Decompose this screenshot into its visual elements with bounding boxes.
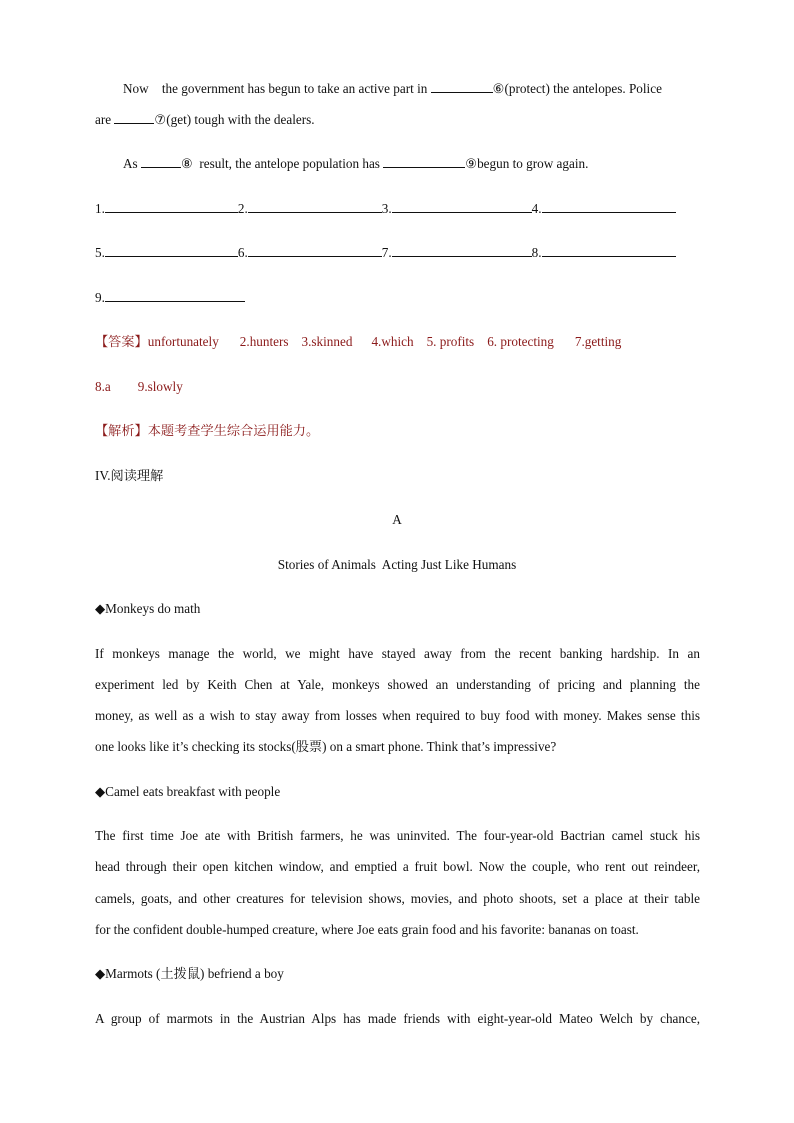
answer-label: 【答案】 (95, 334, 148, 349)
paragraph-line: head through their open kitchen window, and emptied a fruit bowl. Now the couple, who rent out reindeer, (95, 859, 700, 874)
answer-item: 3.skinned (301, 334, 353, 349)
passage-line-1 (123, 80, 662, 98)
paragraph-line: camels, goats, and other creatures for television shows, movies, and photo shoots, set a place at their table (95, 891, 700, 906)
blank-number-7: ⑦ (154, 112, 167, 127)
answer-key-row-1 (95, 333, 621, 351)
answer-lines-row-2 (95, 244, 676, 262)
answer-item: 9.slowly (137, 379, 183, 394)
analysis-text: 本题考查学生综合运用能力。 (147, 423, 320, 438)
answer-number: 1. (95, 201, 105, 216)
answer-number: 7. (381, 245, 392, 260)
answer-blank (542, 200, 676, 213)
blank-9 (383, 155, 465, 168)
paragraph-line: experiment led by Keith Chen at Yale, monkeys showed an understanding of pricing and planning the (95, 677, 700, 692)
answer-blank (392, 200, 532, 213)
answer-number: 5. (95, 245, 105, 260)
paragraph-line: one looks like it’s checking its stocks(股票) on a smart phone. Think that’s impressive? (95, 739, 557, 754)
passage-text: are (95, 112, 112, 127)
answer-blank (248, 244, 382, 257)
section-heading: IV.阅读理解 (95, 468, 164, 483)
analysis-row (95, 422, 319, 440)
passage-text: (protect) the antelopes. Police (504, 81, 662, 96)
passage-line-2 (95, 111, 315, 129)
answer-lines-row-3 (95, 289, 245, 307)
paragraph-line: for the confident double-humped creature, where Joe eats grain food and his favorite: bananas on toast. (95, 922, 639, 937)
paragraph-line: The first time Joe ate with British farmers, he was uninvited. The four-year-old Bactrian camel stuck his (95, 828, 700, 843)
blank-8 (141, 155, 181, 168)
blank-6 (431, 80, 493, 93)
story-heading-camel: ◆Camel eats breakfast with people (95, 784, 281, 799)
passage-text: result, the antelope population has (199, 156, 380, 171)
answer-number: 6. (237, 245, 248, 260)
answer-item: unfortunately (147, 334, 219, 349)
blank-number-6: ⑥ (492, 81, 505, 96)
paragraph-line: If monkeys manage the world, we might have stayed away from the recent banking hardship. In an (95, 646, 700, 661)
answer-number: 4. (531, 201, 542, 216)
blank-number-8: ⑧ (180, 156, 193, 171)
article-title: Stories of Animals Acting Just Like Humans (277, 557, 517, 572)
answer-item: 7.getting (574, 334, 622, 349)
answer-item: 2.hunters (239, 334, 289, 349)
answer-item: 8.a (95, 379, 111, 394)
answer-blank (105, 244, 238, 257)
answer-blank (105, 289, 245, 302)
answer-number: 9. (95, 290, 105, 305)
paragraph-line: money, as well as a wish to stay away from losses when required to buy food with money. Makes sense this (95, 708, 700, 723)
answer-blank (105, 200, 238, 213)
answer-key-row-2 (95, 378, 183, 396)
analysis-label: 【解析】 (95, 423, 148, 438)
section-letter: A (392, 512, 402, 527)
passage-text: begun to grow again. (477, 156, 589, 171)
answer-number: 8. (531, 245, 542, 260)
passage-text: the government has begun to take an active part in (161, 81, 428, 96)
story-heading-marmots: ◆Marmots (土拨鼠) befriend a boy (95, 966, 284, 981)
blank-7 (114, 111, 154, 124)
answer-blank (542, 244, 676, 257)
answer-lines-row-1 (95, 200, 676, 218)
answer-item: 5. profits (426, 334, 475, 349)
paragraph-line: A group of marmots in the Austrian Alps has made friends with eight-year-old Mateo Welch by chance, (95, 1011, 700, 1026)
answer-number: 2. (237, 201, 248, 216)
answer-number: 3. (381, 201, 392, 216)
blank-number-9: ⑨ (465, 156, 478, 171)
passage-text: (get) tough with the dealers. (166, 112, 315, 127)
story-heading-monkeys: ◆Monkeys do math (95, 601, 201, 616)
passage-text: As (123, 156, 138, 171)
answer-blank (248, 200, 382, 213)
answer-item: 4.which (371, 334, 414, 349)
answer-item: 6. protecting (487, 334, 554, 349)
passage-text: Now (123, 81, 149, 96)
answer-blank (392, 244, 532, 257)
passage-line-3 (123, 155, 588, 173)
